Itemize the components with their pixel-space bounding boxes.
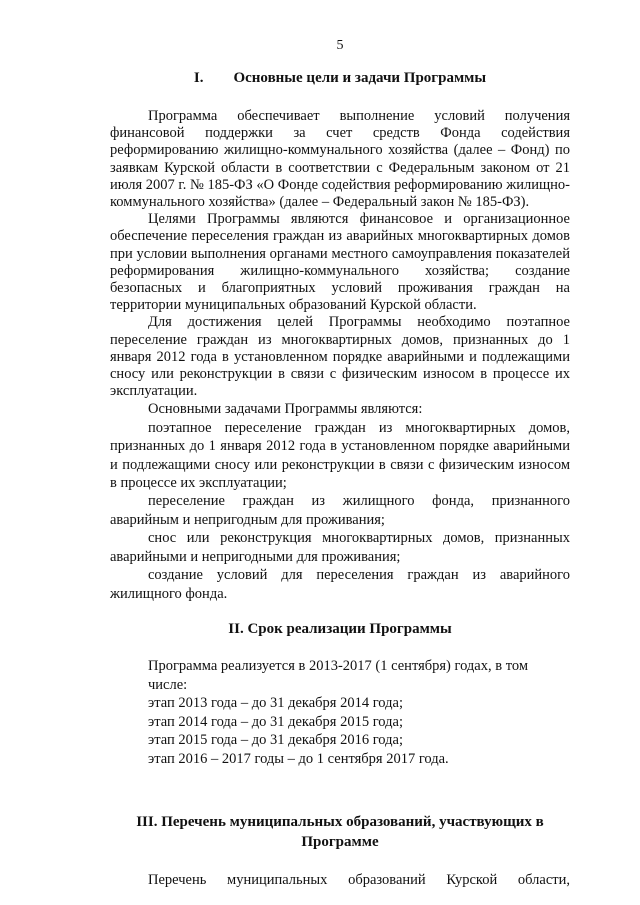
section-1-paragraph-1: Программа обеспечивает выполнение условий получения финансовой поддержки за счет средств Фонда содействия реформированию жилищно-коммунального хозяйства (далее – Фонд) по заявкам Курской области в соответствии с Федеральным законом от 21 июля 2007 г. № 185-ФЗ «О Фонде содействия реформированию жилищно-коммунального хозяйства» (далее – Федеральный закон № 185-ФЗ). <box>110 108 570 211</box>
section-3-title-line-2: Программе <box>301 834 379 851</box>
section-1-task-4: создание условий для переселения граждан из аварийного жилищного фонда. <box>110 567 570 602</box>
section-3-title-line-1: III. Перечень муниципальных образований, участвующих в <box>136 814 544 831</box>
section-1-title: Основные цели и задачи Программы <box>233 70 487 86</box>
section-1-heading <box>110 68 570 88</box>
section-2-stage-4: этап 2016 – 2017 годы – до 1 сентября 2017 года. <box>148 750 449 767</box>
section-1-task-3: снос или реконструкция многоквартирных домов, признанных аварийными и непригодными для проживания; <box>110 530 570 565</box>
section-1-task-2: переселение граждан из жилищного фонда, признанного аварийным и непригодным для проживания; <box>110 493 570 528</box>
section-3-heading <box>110 812 570 852</box>
section-2-heading: II. Срок реализации Программы <box>228 620 452 637</box>
section-2-stage-1: этап 2013 года – до 31 декабря 2014 года; <box>148 695 403 712</box>
section-1-task-1: поэтапное переселение граждан из многоквартирных домов, признанных до 1 января 2012 года в установленном порядке аварийными и подлежащими сносу или реконструкции в связи с физическим износом в процессе их эксплуатации; <box>110 419 570 492</box>
section-2-intro: Программа реализуется в 2013-2017 (1 сентября) годах, в том числе: <box>148 657 529 693</box>
section-1-paragraph-2: Целями Программы являются финансовое и организационное обеспечение переселения граждан из аварийных многоквартирных домов при условии выполнения органами местного самоуправления показателей реформирования жилищно-коммунального хозяйства; создание безопасных и благоприятных условий проживания граждан на территории муниципальных образований Курской области. <box>110 211 570 314</box>
section-1-paragraph-3: Для достижения целей Программы необходимо поэтапное переселение граждан из многоквартирных домов, признанных до 1 января 2012 года в установленном порядке аварийными и подлежащими сносу или реконструкции в связи с физическим износом в процессе их эксплуатации. <box>110 314 570 400</box>
section-2-stage-2: этап 2014 года – до 31 декабря 2015 года; <box>148 713 403 730</box>
section-1-tasks-intro: Основными задачами Программы являются: <box>148 401 423 418</box>
page-number: 5 <box>336 38 344 53</box>
section-3-first-line: Перечень муниципальных образований Курской области, <box>148 872 570 889</box>
section-2-stage-3: этап 2015 года – до 31 декабря 2016 года; <box>148 732 403 749</box>
section-1-number: I. <box>193 70 204 86</box>
